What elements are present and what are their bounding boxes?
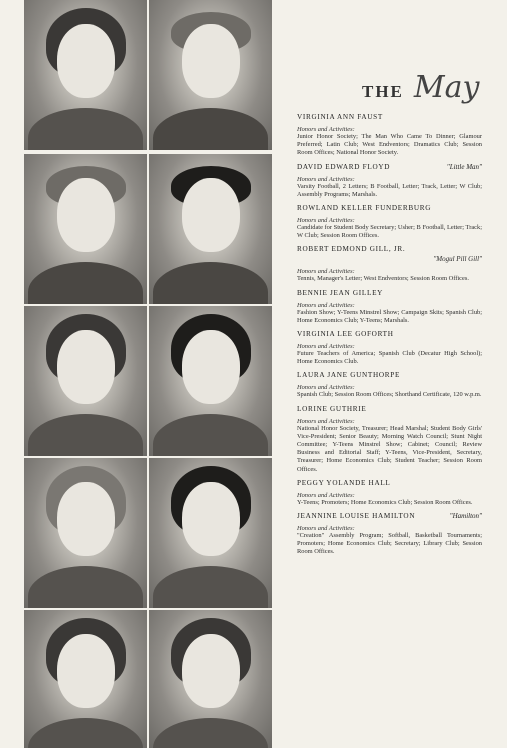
portrait-8 bbox=[149, 458, 272, 608]
entry-nickname: "Little Man" bbox=[446, 162, 482, 171]
entry-activities: Varsity Football, 2 Letters; B Football, Letter; Track, Letter; W Club; Assembly Programs; Marshals. bbox=[297, 182, 482, 198]
portrait-6 bbox=[149, 306, 272, 456]
title-the: THE bbox=[362, 82, 404, 101]
entry-label: Honors and Activities: bbox=[297, 525, 355, 533]
entry-activities: Candidate for Student Body Secretary; Usher; B Football, Letter; Track; W Club; Session Room Offices. bbox=[297, 224, 482, 240]
entry-name: PEGGY YOLANDE HALL bbox=[297, 478, 391, 487]
entry-activities: Future Teachers of America; Spanish Club (Decatur High School); Home Economics Club. bbox=[297, 350, 482, 366]
entry-nickname: "Mogul Pill Gill" bbox=[433, 255, 482, 264]
entry-name: ROBERT EDMOND GILL, JR. bbox=[297, 245, 406, 254]
entry-activities: Tennis, Manager's Letter; West Endventors; Session Room Offices. bbox=[297, 275, 469, 283]
portrait-5 bbox=[24, 306, 147, 456]
entry-10 bbox=[297, 512, 482, 557]
title-script: May bbox=[413, 70, 480, 105]
entry-5 bbox=[297, 289, 482, 325]
entry-activities: Spanish Club; Session Room Offices; Shorthand Certificate, 120 w.p.m. bbox=[297, 391, 482, 399]
entry-2 bbox=[297, 163, 482, 199]
entry-activities: "Creation" Assembly Program; Softball, Basketball Tournaments; Promoters; Home Economics Club; Secretary; Library Club; Session Room Offices. bbox=[297, 532, 482, 556]
entry-name: VIRGINIA LEE GOFORTH bbox=[297, 330, 394, 339]
entry-1 bbox=[297, 113, 482, 158]
portrait-4 bbox=[149, 154, 272, 304]
entry-label: Honors and Activities: bbox=[297, 217, 355, 225]
entry-name: ROWLAND KELLER FUNDERBURG bbox=[297, 204, 432, 213]
portrait-2 bbox=[149, 0, 272, 150]
portrait-grid bbox=[22, 0, 272, 748]
entry-name: LORINE GUTHRIE bbox=[297, 404, 367, 413]
entry-activities: National Honor Society, Treasurer; Head Marshal; Student Body Girls' Vice-President; Senior Beauty; Morning Watch Council; Stunt Night Committee; Y-Teens Minstrel Show; Cabinet; Council; Review Business and Editorial Staff; Y-Teens, Vice-President, Secretary, Treasurer; Home Economics Club; Student Teacher; Session Room Offices. bbox=[297, 424, 482, 473]
portrait-3 bbox=[24, 154, 147, 304]
portrait-7 bbox=[24, 458, 147, 608]
portrait-9 bbox=[24, 610, 147, 748]
entry-label: Honors and Activities: bbox=[297, 417, 355, 425]
entry-8 bbox=[297, 405, 482, 474]
entry-3 bbox=[297, 204, 482, 240]
entry-label: Honors and Activities: bbox=[297, 491, 355, 499]
entry-name: JEANNINE LOUISE HAMILTON bbox=[297, 512, 416, 521]
entry-activities: Junior Honor Society; The Man Who Came To Dinner; Glamour Preferred; Latin Club; West Endventors; Dramatics Club; Session Room Offices; National Honor Society. bbox=[297, 133, 482, 157]
entry-name: LAURA JANE GUNTHORPE bbox=[297, 371, 401, 380]
entry-label: Honors and Activities: bbox=[297, 301, 355, 309]
entry-label: Honors and Activities: bbox=[297, 343, 355, 351]
entry-label: Honors and Activities: bbox=[297, 268, 355, 276]
page-title bbox=[362, 70, 479, 105]
entry-label: Honors and Activities: bbox=[297, 175, 355, 183]
entry-name: DAVID EDWARD FLOYD bbox=[297, 162, 391, 171]
portrait-1 bbox=[24, 0, 147, 150]
entry-activities: Fashion Show; Y-Teens Minstrel Show; Campaign Skits; Spanish Club; Home Economics Club; Y-Teens; Marshals. bbox=[297, 308, 482, 324]
entry-nickname: "Hamilton" bbox=[449, 512, 482, 521]
entry-name: BENNIE JEAN GILLEY bbox=[297, 288, 384, 297]
entry-9 bbox=[297, 479, 482, 507]
entry-label: Honors and Activities: bbox=[297, 126, 355, 133]
entry-label: Honors and Activities: bbox=[297, 384, 355, 392]
entry-6 bbox=[297, 330, 482, 366]
entry-activities: Y-Teens; Promoters; Home Economics Club; Session Room Offices. bbox=[297, 498, 473, 506]
entry-name: VIRGINIA ANN FAUST bbox=[297, 113, 383, 121]
entry-7 bbox=[297, 371, 482, 399]
senior-entries bbox=[297, 113, 482, 562]
entry-4 bbox=[297, 245, 482, 283]
portrait-10 bbox=[149, 610, 272, 748]
